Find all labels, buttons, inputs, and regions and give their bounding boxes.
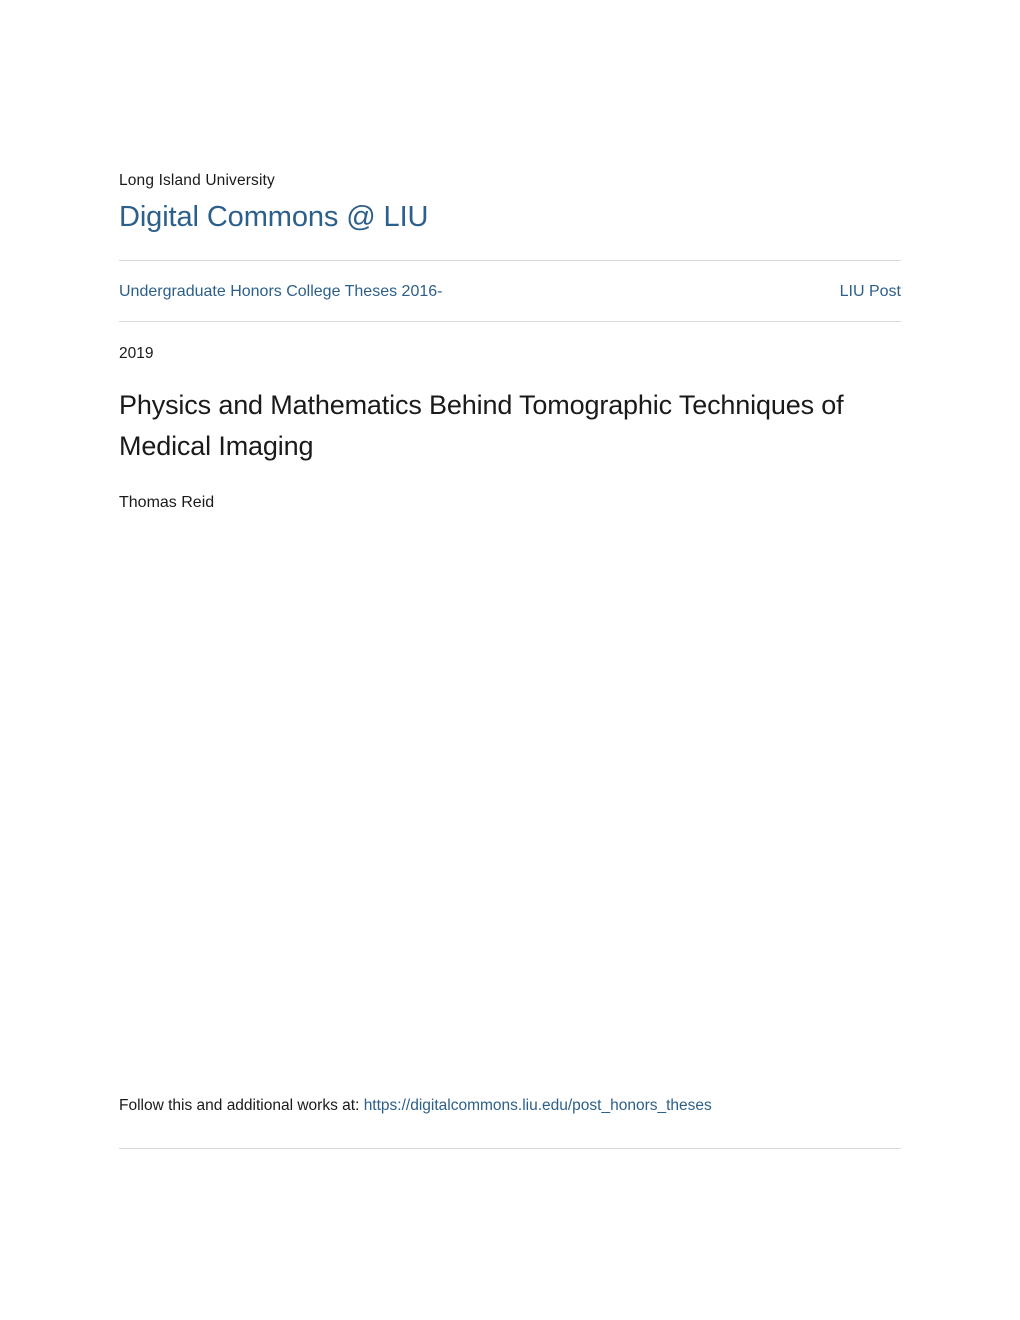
divider-bottom	[119, 1148, 901, 1149]
cover-sheet-content	[119, 0, 901, 514]
repository-title[interactable]: Digital Commons @ LIU	[119, 201, 429, 233]
follow-works-line	[119, 1095, 901, 1117]
document-title: Physics and Mathematics Behind Tomographic Techniques of Medical Imaging	[119, 390, 844, 461]
campus-link[interactable]: LIU Post	[839, 283, 901, 300]
institution-name: Long Island University	[119, 172, 275, 189]
publication-year: 2019	[119, 345, 154, 362]
cover-sheet-footer	[119, 1095, 901, 1149]
follow-works-link[interactable]: https://digitalcommons.liu.edu/post_honors_theses	[363, 1097, 712, 1114]
follow-works-label: Follow this and additional works at:	[119, 1097, 360, 1114]
author-name: Thomas Reid	[119, 494, 215, 511]
divider-series	[119, 321, 901, 322]
series-row	[119, 261, 901, 321]
collection-link[interactable]: Undergraduate Honors College Theses 2016-	[119, 283, 443, 300]
